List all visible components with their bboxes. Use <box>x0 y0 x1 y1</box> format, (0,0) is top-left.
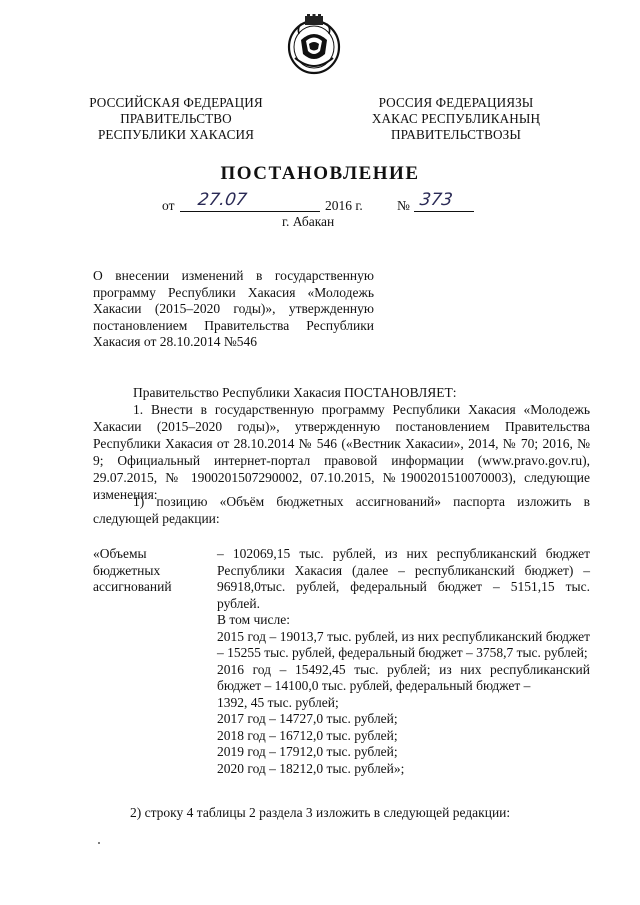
number-label: № <box>397 198 410 213</box>
table-row-2016-cont: 1392, 45 тыс. рублей; <box>217 694 339 710</box>
header-left-block <box>78 95 274 143</box>
table-label-line-2: бюджетных <box>93 562 161 578</box>
header-left-line-3: РЕСПУБЛИКИ ХАКАСИЯ <box>98 127 254 142</box>
header-right-line-1: РОССИЯ ФЕДЕРАЦИЯЗЫ <box>378 95 534 110</box>
table-label-line-1: «Объемы <box>93 546 147 561</box>
year-label: 2016 г. <box>325 198 363 213</box>
coat-of-arms-emblem <box>285 14 343 76</box>
date-from-label: от <box>162 198 175 213</box>
handwritten-date: 27.07 <box>196 190 249 210</box>
table-row-2020: 2020 год – 18212,0 тыс. рублей»; <box>217 760 405 776</box>
header-right-line-3: ПРАВИТЕЛЬСТВОЗЫ <box>391 127 521 142</box>
header-left-line-2: ПРАВИТЕЛЬСТВО <box>120 111 232 126</box>
body-paragraph-1: 1. Внести в государственную программу Республики Хакасия «Молодежь Хакасии (2015–2020 годы)», утвержденную постановлением Правительства Республики Хакасия от 28.10.2014 № 546 («Вестник Хакасии», 2014, № 70; 2016, № 9; Официальный интернет-портал правовой информации (www.pravo.gov.ru), 29.07.2015, № 1900201507290002, 07.10.2015, №1900201510070003), следующие изменения: <box>93 402 590 502</box>
city-name: г. Абакан <box>282 214 335 229</box>
table-row-2016: 2016 год – 15492,45 тыс. рублей; из них республиканский бюджет – 14100,0 тыс. рублей, федеральный бюджет – <box>217 661 590 693</box>
header-left-line-1: РОССИЙСКАЯ ФЕДЕРАЦИЯ <box>89 95 263 110</box>
table-right-content <box>217 546 590 777</box>
document-subject: О внесении изменений в государственную программу Республики Хакасия «Молодежь Хакасии (2015–2020 годы)», утвержденную постановлением Правительства Республики Хакасия от 28.10.2014 №546 <box>93 268 374 349</box>
table-row-2017: 2017 год – 14727,0 тыс. рублей; <box>217 711 398 726</box>
header-right-line-2: ХАКАС РЕСПУБЛИКАНЫҢ <box>371 111 541 126</box>
table-row-2015: 2015 год – 19013,7 тыс. рублей, из них республиканский бюджет – 15255 тыс. рублей, федеральный бюджет – 3758,7 тыс. рублей; <box>217 628 590 660</box>
header-right-block <box>358 95 554 143</box>
scan-speck <box>98 842 100 844</box>
document-title: ПОСТАНОВЛЕНИЕ <box>220 163 420 184</box>
table-row-2018: 2018 год – 16712,0 тыс. рублей; <box>217 727 398 743</box>
table-row-total: – 102069,15 тыс. рублей, из них республиканский бюджет Республики Хакасия (далее – республиканский бюджет) – 96918,0тыс. рублей, федеральный бюджет – 5151,15 тыс. рублей. <box>217 546 590 611</box>
body-paragraph-1-1: 1) позицию «Объём бюджетных ассигнований» паспорта изложить в следующей редакции: <box>93 494 590 526</box>
table-row-2019: 2019 год – 17912,0 тыс. рублей; <box>217 744 398 759</box>
table-label-line-3: ассигнований <box>93 579 172 594</box>
handwritten-number: 373 <box>418 190 454 210</box>
body-intro: Правительство Республики Хакасия ПОСТАНОВЛЯЕТ: <box>133 385 457 400</box>
table-row-including: В том числе: <box>217 612 290 627</box>
table-left-label <box>93 546 213 596</box>
body-paragraph-2: 2) строку 4 таблицы 2 раздела 3 изложить в следующей редакции: <box>130 805 511 820</box>
